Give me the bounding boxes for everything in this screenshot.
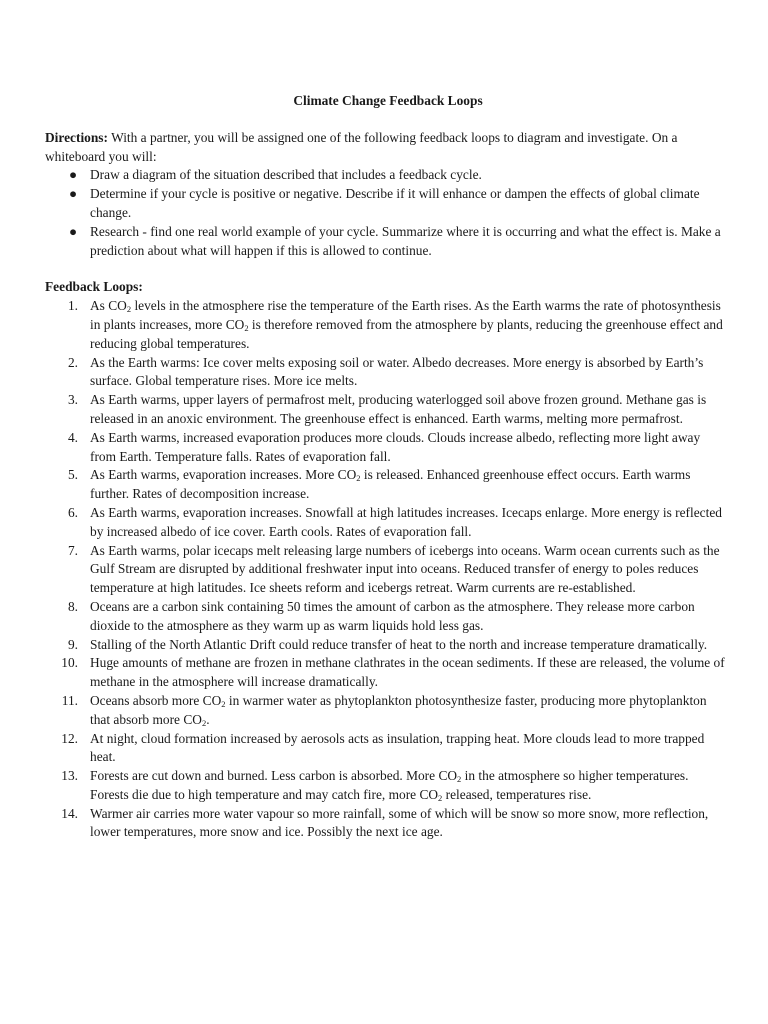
- feedback-loop-text: Huge amounts of methane are frozen in methane clathrates in the ocean sediments. If these are released, the volume of methane in the atmosphere will increase dramatically.: [90, 655, 725, 690]
- feedback-loop-text: Stalling of the North Atlantic Drift could reduce transfer of heat to the north and increase temperature dramatically.: [90, 636, 708, 652]
- list-item: [45, 166, 725, 185]
- directions-list: [45, 166, 725, 260]
- feedback-loop-item: [45, 598, 725, 636]
- feedback-loop-text: As $CO_2$ levels in the atmosphere rise the temperature of the Earth rises. As the Earth warms the rate of photosynthesis in plants increases, more $CO_2$ is therefore removed from the atmosphere by plants, reducing the greenhouse effect and reducing global temperatures.: [90, 298, 723, 351]
- feedback-loop-text: Oceans are a carbon sink containing 50 times the amount of carbon as the atmosphere. They release more carbon dioxide to the atmosphere as they warm up as warm liquids hold less gas.: [90, 598, 695, 633]
- feedback-loop-item: [45, 805, 725, 843]
- feedback-loop-text: Warmer air carries more water vapour so more rainfall, some of which will be snow so more snow, more reflection, lower temperatures, more snow and ice. Possibly the next ice age.: [90, 805, 709, 840]
- feedback-loop-item: [45, 636, 725, 655]
- list-number: 1.: [67, 298, 78, 314]
- feedback-loop-text: Oceans absorb more $CO_2$ in warmer water as phytoplankton photosynthesize faster, producing more phytoplankton that absorb more $CO_2$.: [90, 692, 707, 728]
- list-item: [45, 223, 725, 261]
- feedback-loop-item: [45, 429, 725, 467]
- feedback-loop-text: As the Earth warms: Ice cover melts exposing soil or water. Albedo decreases. More energy is absorbed by Earth’s surface. Global temperature rises. More ice melts.: [90, 354, 704, 389]
- feedback-loop-text: At night, cloud formation increased by aerosols acts as insulation, trapping heat. More clouds lead to more trapped heat.: [90, 730, 705, 765]
- feedback-loop-text: As Earth warms, evaporation increases. More $CO_2$ is released. Enhanced greenhouse effect occurs. Earth warms further. Rates of decomposition increase.: [90, 467, 691, 502]
- feedback-loops-heading: Feedback Loops:: [45, 279, 143, 295]
- feedback-loop-text: As Earth warms, upper layers of permafrost melt, producing waterlogged soil above frozen ground. Methane gas is released in an anoxic environment. The greenhouse effect is enhanced. Earth warms, melting more permafrost.: [90, 392, 707, 426]
- document-title: Climate Change Feedback Loops: [293, 93, 483, 108]
- directions-text: With a partner, you will be assigned one of the following feedback loops to diagram and investigate. On a whiteboard you will:: [45, 129, 678, 164]
- list-number: 7.: [67, 542, 78, 558]
- list-number: 10.: [61, 655, 78, 671]
- list-item: [45, 185, 725, 223]
- feedback-loop-item: [45, 730, 725, 768]
- feedback-loop-text: Forests are cut down and burned. Less carbon is absorbed. More $CO_2$ in the atmosphere so higher temperatures. Forests die due to high temperature and may catch fire, more $CO_2$ released, temperatures rise.: [90, 768, 689, 803]
- feedback-loop-item: [45, 692, 725, 730]
- list-item-text: Draw a diagram of the situation described that includes a feedback cycle.: [90, 167, 482, 183]
- feedback-loop-item: [45, 504, 725, 542]
- feedback-loop-text: As Earth warms, increased evaporation produces more clouds. Clouds increase albedo, reflecting more light away from Earth. Temperature falls. Rates of evaporation fall.: [90, 429, 701, 464]
- list-number: 13.: [61, 768, 78, 784]
- feedback-loop-item: [45, 542, 725, 598]
- list-number: 5.: [67, 467, 78, 483]
- feedback-loop-item: [45, 391, 725, 429]
- list-item-text: Research - find one real world example of your cycle. Summarize where it is occurring and what the effect is. Make a prediction about what will happen if this is allowed to continue.: [90, 223, 721, 258]
- list-number: 11.: [61, 692, 78, 708]
- feedback-loop-text: As Earth warms, polar icecaps melt releasing large numbers of icebergs into oceans. Warm ocean currents such as the Gulf Stream are disrupted by additional freshwater input into oceans. Reduced transfer of energy to poles reduces temperature at high latitudes. Ice sheets reform and icebergs retreat. Warm currents are re-established.: [90, 542, 720, 596]
- feedback-loop-item: [45, 466, 725, 504]
- bullet-icon: ●: [69, 223, 78, 239]
- feedback-loop-item: [45, 654, 725, 692]
- bullet-icon: ●: [69, 186, 78, 202]
- feedback-loop-item: [45, 297, 725, 353]
- list-number: 3.: [67, 392, 78, 408]
- list-number: 8.: [67, 598, 78, 614]
- feedback-loops-list: [45, 297, 725, 842]
- directions-label: Directions:: [45, 129, 108, 145]
- list-number: 6.: [67, 504, 78, 520]
- feedback-loop-item: [45, 354, 725, 392]
- directions-paragraph: [45, 129, 725, 167]
- list-number: 2.: [67, 354, 78, 370]
- list-number: 12.: [61, 730, 78, 746]
- feedback-loop-text: As Earth warms, evaporation increases. Snowfall at high latitudes increases. Icecaps enlarge. More energy is reflected by increased albedo of ice cover. Earth cools. Rates of evaporation fall.: [90, 504, 722, 539]
- bullet-icon: ●: [69, 167, 78, 183]
- list-number: 9.: [67, 636, 78, 652]
- list-number: 4.: [67, 429, 78, 445]
- list-item-text: Determine if your cycle is positive or negative. Describe if it will enhance or dampen the effects of global climate change.: [90, 186, 700, 220]
- document-body: [45, 92, 725, 842]
- list-number: 14.: [61, 805, 78, 821]
- feedback-loop-item: [45, 767, 725, 805]
